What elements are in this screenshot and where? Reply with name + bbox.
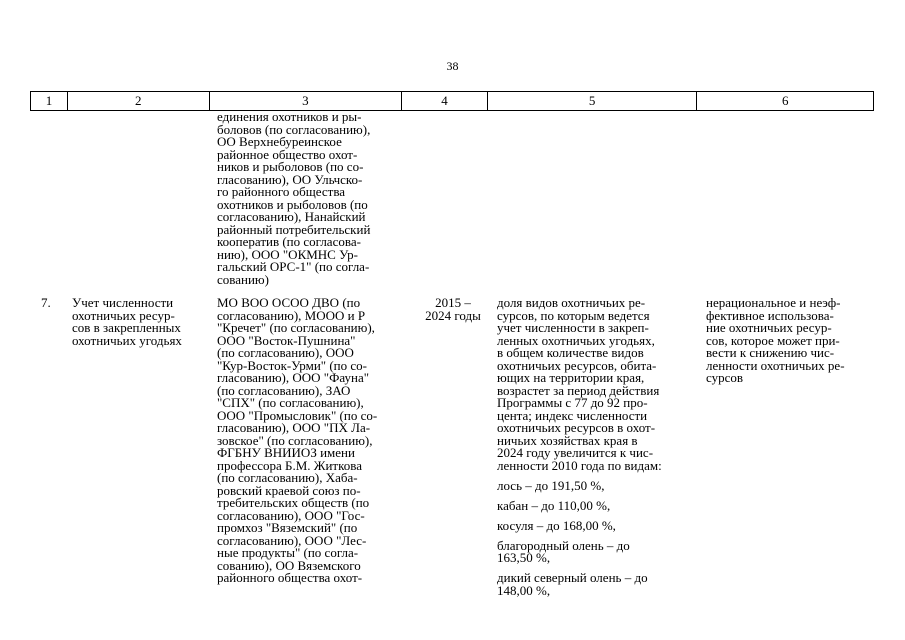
executor-line: профессора Б.М. Житкова — [217, 457, 362, 473]
executor-line: ФГБНУ ВНИИОЗ имени — [217, 445, 355, 460]
row-7-number — [41, 297, 51, 310]
header-col-4: 4 — [402, 92, 488, 110]
executor-line: требительских обществ (по — [217, 495, 370, 510]
result-line: 2024 году увеличится к чис- — [497, 445, 654, 460]
continuation-executors-cell — [217, 111, 370, 286]
continuation-line: охотников и рыболовов (по — [217, 196, 368, 212]
executor-line: гласованию), ООО "Фауна" — [217, 370, 370, 385]
executor-line: "Кречет" (по согласованию), — [217, 320, 375, 335]
executor-line: ные продукты" (по согла- — [217, 545, 359, 560]
result-line: возрастет за период действия — [497, 382, 660, 398]
executor-line: "СПХ" (по согласованию), — [217, 395, 364, 410]
executor-line: согласованию), ООО "Лес- — [217, 532, 367, 548]
species-item — [497, 537, 662, 565]
result-line: ничьих хозяйствах края в — [497, 432, 638, 448]
species-line: кабан – до 110,00 %, — [497, 497, 611, 513]
consequence-line: нерациональное и неэф- — [706, 295, 841, 310]
continuation-line: согласованию), Нанайский — [217, 209, 366, 224]
species-line: косуля – до 168,00 %, — [497, 517, 616, 533]
species-line: лось – до 191,50 %, — [497, 477, 605, 493]
result-line: Программы с 77 до 92 про- — [497, 395, 648, 410]
header-col-1: 1 — [31, 92, 68, 110]
consequence-line: сурсов — [706, 370, 744, 385]
row-7-consequences-cell — [706, 297, 845, 385]
result-line: ленных охотничьих угодьях, — [497, 332, 655, 348]
result-line: охотничьих ресурсов, обита- — [497, 357, 657, 373]
activity-line: Учет численности — [72, 295, 174, 310]
species-list — [497, 477, 662, 598]
consequence-line: ние охотничьих ресур- — [706, 320, 832, 335]
result-line: ленности 2010 года по видам: — [497, 457, 662, 473]
continuation-line: районное общество охот- — [217, 146, 358, 162]
executor-line: промхоз "Вяземский" (по — [217, 520, 358, 535]
period-line: 2024 годы — [425, 307, 481, 323]
executor-line: (по согласованию), ООО — [217, 345, 354, 360]
executor-line: (по согласованию), Хаба- — [217, 470, 358, 485]
result-text — [497, 297, 662, 472]
row-number: 7. — [41, 295, 51, 310]
activity-line: сов в закрепленных — [72, 320, 181, 335]
continuation-line: районный потребительский — [217, 221, 371, 237]
continuation-line: сованию) — [217, 271, 269, 287]
executor-line: сованию), ОО Вяземского — [217, 557, 361, 573]
executor-line: согласованию), ООО "Гос- — [217, 507, 365, 523]
executor-line: гласованию), ООО "ПХ Ла- — [217, 420, 371, 435]
row-7-result-cell — [497, 297, 662, 597]
executor-line: (по согласованию), ЗАО — [217, 382, 351, 398]
header-col-3: 3 — [210, 92, 403, 110]
consequence-line: ленности охотничьих ре- — [706, 357, 845, 373]
species-item — [497, 517, 662, 533]
consequence-line: фективное использова- — [706, 307, 834, 323]
species-line: дикий северный олень – до — [497, 570, 648, 585]
consequence-line: сов, которое может при- — [706, 332, 840, 348]
activity-line: охотничьих ресур- — [72, 307, 175, 323]
executor-line: согласованию), МООО и Р — [217, 307, 366, 323]
continuation-line: гальский ОРС-1" (по согла- — [217, 259, 370, 274]
executor-line: ООО "Промысловик" (по со- — [217, 407, 378, 423]
continuation-line: ников и рыболовов (по со- — [217, 159, 364, 174]
species-item — [497, 572, 662, 597]
table-header-row — [30, 91, 874, 111]
species-line: 148,00 %, — [497, 582, 551, 598]
row-7-activity-cell — [72, 297, 182, 347]
species-item — [497, 477, 662, 493]
continuation-line: ОО Верхнебуреинское — [217, 134, 342, 149]
header-col-6: 6 — [781, 93, 789, 108]
period-line: 2015 – — [435, 295, 471, 310]
continuation-line: кооператив (по согласова- — [217, 234, 361, 249]
row-7-executors-cell — [217, 297, 377, 585]
species-line: благородный олень – до — [497, 537, 630, 553]
result-line: в общем количестве видов — [497, 345, 644, 360]
continuation-line: боловов (по согласованию), — [217, 121, 371, 137]
executor-line: ООО "Восток-Пушнина" — [217, 332, 356, 348]
executor-line: районного общества охот- — [217, 570, 363, 585]
page-number: 38 — [446, 59, 459, 73]
header-col-5: 5 — [488, 92, 698, 110]
result-line: сурсов, по которым ведется — [497, 307, 650, 323]
executor-line: ровский краевой союз по- — [217, 482, 361, 498]
result-line: цента; индекс численности — [497, 407, 648, 423]
result-line: доля видов охотничьих ре- — [497, 295, 646, 310]
row-7-period-cell — [410, 297, 496, 322]
executor-line: МО ВОО ОСОО ДВО (по — [217, 295, 361, 310]
header-col-2: 2 — [68, 92, 210, 110]
result-line: охотничьих ресурсов в охот- — [497, 420, 656, 435]
result-line: учет численности в закреп- — [497, 320, 649, 335]
consequence-line: вести к снижению чис- — [706, 345, 835, 360]
continuation-line: го районного общества — [217, 184, 346, 199]
executor-line: "Кур-Восток-Урми" (по со- — [217, 357, 367, 373]
continuation-line: единения охотников и ры- — [217, 109, 362, 124]
continuation-line: нию), ООО "ОКМНС Ур- — [217, 246, 358, 262]
executor-line: зовское" (по согласованию), — [217, 432, 373, 448]
continuation-line: гласованию), ОО Ульчско- — [217, 171, 363, 187]
result-line: ющих на территории края, — [497, 370, 645, 385]
species-line: 163,50 %, — [497, 550, 551, 565]
activity-line: охотничьих угодьях — [72, 332, 182, 348]
species-item — [497, 497, 662, 513]
